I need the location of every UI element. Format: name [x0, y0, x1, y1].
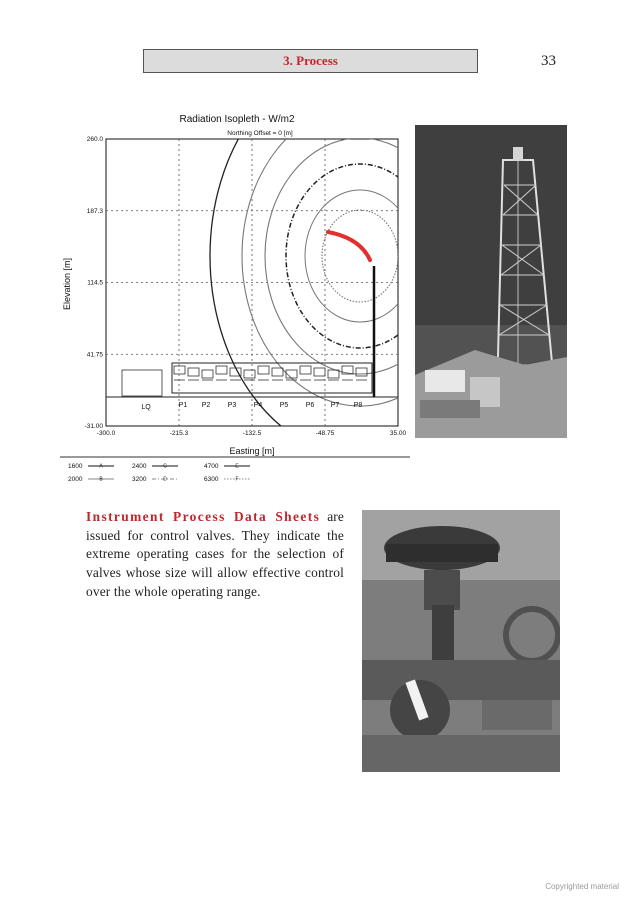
legend-value: 2000	[68, 476, 83, 483]
flare-tower-photo	[415, 125, 567, 438]
radiation-isopleth-chart	[60, 108, 412, 488]
x-tick-label: 35.00	[389, 430, 407, 437]
legend-value: 3200	[132, 476, 147, 483]
flare-tower-image-icon	[415, 125, 567, 438]
x-tick-label: -300.0	[96, 430, 116, 437]
chapter-title: 3. Process	[283, 53, 338, 68]
highlight-term: Instrument Process Data Sheets	[86, 509, 321, 524]
legend-marker: A	[99, 463, 103, 470]
y-tick-label: 187.3	[86, 207, 103, 215]
legend-marker: B	[99, 476, 103, 483]
x-tick-label: -48.75	[315, 430, 335, 437]
y-tick-label: 114.5	[87, 279, 103, 287]
chart-svg	[60, 108, 412, 488]
x-tick-label: -132.5	[242, 430, 262, 437]
chart-legend	[68, 463, 250, 483]
module-label: P2	[201, 402, 211, 409]
module-label: P3	[227, 402, 237, 409]
module-label: P7	[330, 402, 340, 409]
module-label: P8	[353, 402, 363, 409]
legend-value: 6300	[204, 476, 219, 483]
body-text: are issued for control valves. They indicate the extreme operating cases for the selection of valves whose size will allow effective control over the whole operating range.	[86, 509, 345, 599]
legend-marker: E	[235, 463, 239, 470]
module-label: P5	[279, 402, 289, 409]
chart-title: Radiation Isopleth - W/m2	[179, 114, 295, 125]
page-number: 33	[541, 53, 556, 69]
chart-subtitle: Northing Offset = 0 [m]	[227, 130, 293, 137]
y-tick-label: -31.00	[84, 423, 103, 430]
legend-value: 2400	[132, 463, 147, 470]
module-label: P4	[253, 402, 263, 409]
legend-marker: F	[235, 476, 239, 483]
copyright-watermark: Copyrighted material	[545, 882, 619, 891]
chapter-header	[143, 49, 478, 73]
legend-marker: C	[163, 463, 167, 470]
x-axis-label: Easting [m]	[229, 446, 275, 456]
x-tick-label: -215.3	[169, 430, 189, 437]
module-label: P1	[178, 402, 188, 409]
y-tick-label: 41.75	[86, 351, 103, 359]
body-paragraph	[86, 508, 344, 602]
control-valve-photo	[362, 510, 560, 772]
control-valve-image-icon	[362, 510, 560, 772]
module-label: LQ	[141, 404, 151, 411]
y-axis-label: Elevation [m]	[62, 257, 72, 311]
legend-value: 1600	[68, 463, 83, 470]
legend-value: 4700	[204, 463, 219, 470]
legend-marker: D	[163, 476, 167, 483]
module-label: P6	[305, 402, 315, 409]
y-tick-label: 260.0	[86, 136, 103, 143]
